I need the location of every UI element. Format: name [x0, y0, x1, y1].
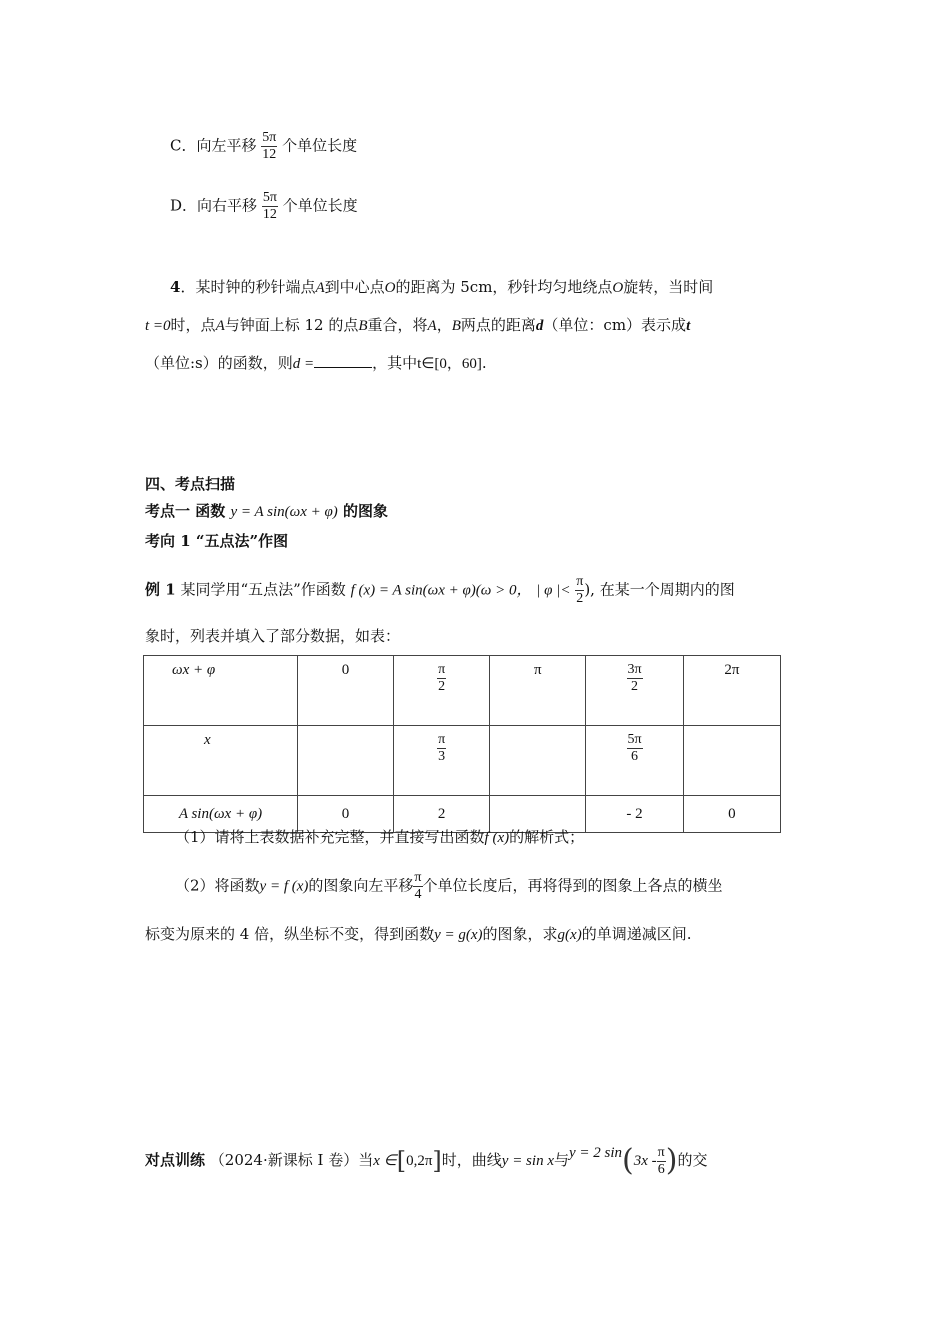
- y-equals-f: y = f (x): [259, 878, 309, 895]
- point-1-label: 考点一 函数: [145, 502, 226, 520]
- example-1-line-2: 象时，列表并填入了部分数据，如表：: [145, 627, 401, 645]
- y-equals-g: y = g(x): [434, 927, 483, 943]
- sub-q1-text: （1）请将上表数据补充完整，并直接写出函数: [175, 828, 485, 846]
- q4-line-3: [145, 351, 487, 376]
- example-formula: f (x) = A sin(ωx + φ)(ω > 0，: [350, 582, 532, 599]
- table-cell[interactable]: [490, 726, 586, 796]
- point-a: A: [315, 280, 325, 296]
- q4-text: 时，点: [170, 316, 216, 334]
- y-2sin: y = 2 sin: [569, 1145, 623, 1161]
- table-cell: $\frac{5\pi}{6}$: [586, 726, 683, 796]
- table-cell[interactable]: [683, 726, 780, 796]
- direction-1-heading: 考向 1 “五点法”作图: [145, 532, 289, 550]
- table-cell: 2π: [683, 656, 780, 726]
- q4-text: 与钟面上标 12 的点: [224, 316, 359, 334]
- q4-text: （单位：cm）表示成: [543, 316, 687, 334]
- q4-text: ．某时钟的秒针端点: [180, 278, 316, 296]
- example-text: ), 在某一个周期内的图: [584, 580, 735, 599]
- q4-text: 到中心点: [324, 278, 385, 296]
- option-c-fraction: $\frac{5\pi}{12}$: [262, 130, 277, 162]
- q4-line-2: [145, 313, 690, 338]
- option-d-suffix: 个单位长度: [282, 196, 358, 215]
- practice-text: 时，曲线: [441, 1151, 502, 1169]
- table-cell: 0: [683, 796, 780, 833]
- q4-text: .: [481, 354, 487, 372]
- pi-over-6: $\frac{\pi}{6}$: [657, 1144, 665, 1177]
- var-t: t: [686, 318, 691, 334]
- pi-over-2: $\frac{\pi}{2}$: [576, 574, 584, 606]
- pi-over-4: $\frac{\pi}{4}$: [414, 870, 422, 902]
- q4-text: ，: [436, 316, 452, 334]
- point-1-formula: y = A sin(ωx + φ): [230, 504, 338, 520]
- right-paren: ): [665, 1143, 678, 1178]
- sub-question-2-line-1: [175, 870, 723, 903]
- sub-question-2-line-2: [145, 922, 691, 947]
- q4-number: 4: [170, 278, 181, 296]
- t-equals-zero: t =0: [145, 318, 171, 334]
- row-head: A sin(ωx + φ): [144, 796, 298, 833]
- option-d-label: D．向右平移: [170, 196, 258, 215]
- point-a: A: [215, 318, 225, 334]
- practice-line: [145, 1140, 707, 1181]
- table-cell: 2: [394, 796, 490, 833]
- point-b: B: [358, 318, 368, 334]
- q4-text: 两点的距离: [460, 316, 536, 334]
- sub-q2-text: 的单调递减区间.: [581, 925, 692, 943]
- row-head: ωx + φ: [144, 656, 298, 726]
- q4-line-1: [170, 275, 713, 300]
- table-cell: 0: [297, 796, 393, 833]
- left-bracket: [: [396, 1147, 407, 1175]
- q4-text: ，其中: [372, 354, 418, 372]
- answer-blank[interactable]: [314, 353, 372, 368]
- y-sin-x: y = sin x: [501, 1153, 554, 1169]
- table-row: [144, 656, 781, 726]
- f-of-x: f (x): [484, 830, 510, 846]
- option-c-suffix: 个单位长度: [282, 136, 358, 155]
- x-in: x ∈: [373, 1153, 397, 1169]
- table-cell: $\frac{3\pi}{2}$: [586, 656, 683, 726]
- example-1-label: 例 1: [145, 580, 176, 599]
- q4-text: 旋转，当时间: [623, 278, 714, 296]
- right-bracket: ]: [432, 1147, 442, 1175]
- option-c-label: C．向左平移: [170, 136, 257, 155]
- point-1-heading: [145, 499, 388, 524]
- example-text: 某同学用“五点法”作函数: [180, 580, 346, 599]
- point-o: O: [384, 280, 396, 296]
- table-cell: - 2: [586, 796, 683, 833]
- practice-text: 的交: [677, 1151, 708, 1169]
- table-cell: $\frac{\pi}{3}$: [394, 726, 490, 796]
- sub-q2-text: 的图象，求: [482, 925, 558, 943]
- option-d: [170, 190, 358, 223]
- point-o: O: [612, 280, 624, 296]
- left-paren: (: [622, 1143, 634, 1178]
- data-table: [143, 655, 781, 833]
- d-equals: d =: [292, 356, 315, 372]
- practice-label: 对点训练: [145, 1151, 206, 1169]
- sub-q2-text: 标变为原来的 4 倍，纵坐标不变，得到函数: [145, 925, 435, 943]
- table-cell: 0: [297, 656, 393, 726]
- table-cell: π: [490, 656, 586, 726]
- g-of-x: g(x): [557, 927, 582, 943]
- abs-phi: | φ |<: [536, 582, 571, 599]
- practice-text: （2024·新课标 I 卷）当: [209, 1151, 374, 1169]
- point-b: B: [451, 318, 461, 334]
- table-cell: $\frac{\pi}{2}$: [394, 656, 490, 726]
- interval: 0,2π: [406, 1153, 433, 1169]
- option-d-fraction: $\frac{5\pi}{12}$: [262, 190, 277, 222]
- example-1-line-1: [145, 574, 735, 607]
- sub-q2-text: 个单位长度后，再将得到的图象上各点的横坐: [422, 876, 723, 895]
- q4-text: （单位:s）的函数，则: [145, 354, 293, 372]
- practice-text: 与: [553, 1151, 569, 1169]
- row-head: x: [144, 726, 298, 796]
- var-d: d: [535, 318, 544, 334]
- section-title: 四、考点扫描: [145, 475, 236, 493]
- table-row: [144, 726, 781, 796]
- inner-expr: 3x -: [633, 1153, 657, 1169]
- option-c: [170, 130, 357, 163]
- sub-q1-text: 的解析式；: [509, 828, 585, 846]
- table-cell[interactable]: [297, 726, 393, 796]
- sub-q2-text: 的图象向左平移: [308, 876, 414, 895]
- point-1-suffix: 的图象: [343, 502, 389, 520]
- q4-text: 的距离为 5cm，秒针均匀地绕点: [395, 278, 613, 296]
- t-range: t∈[0，60]: [417, 356, 482, 372]
- q4-text: 重合，将: [367, 316, 428, 334]
- point-a: A: [427, 318, 437, 334]
- sub-question-1: [175, 825, 584, 850]
- sub-q2-text: （2）将函数: [175, 876, 260, 895]
